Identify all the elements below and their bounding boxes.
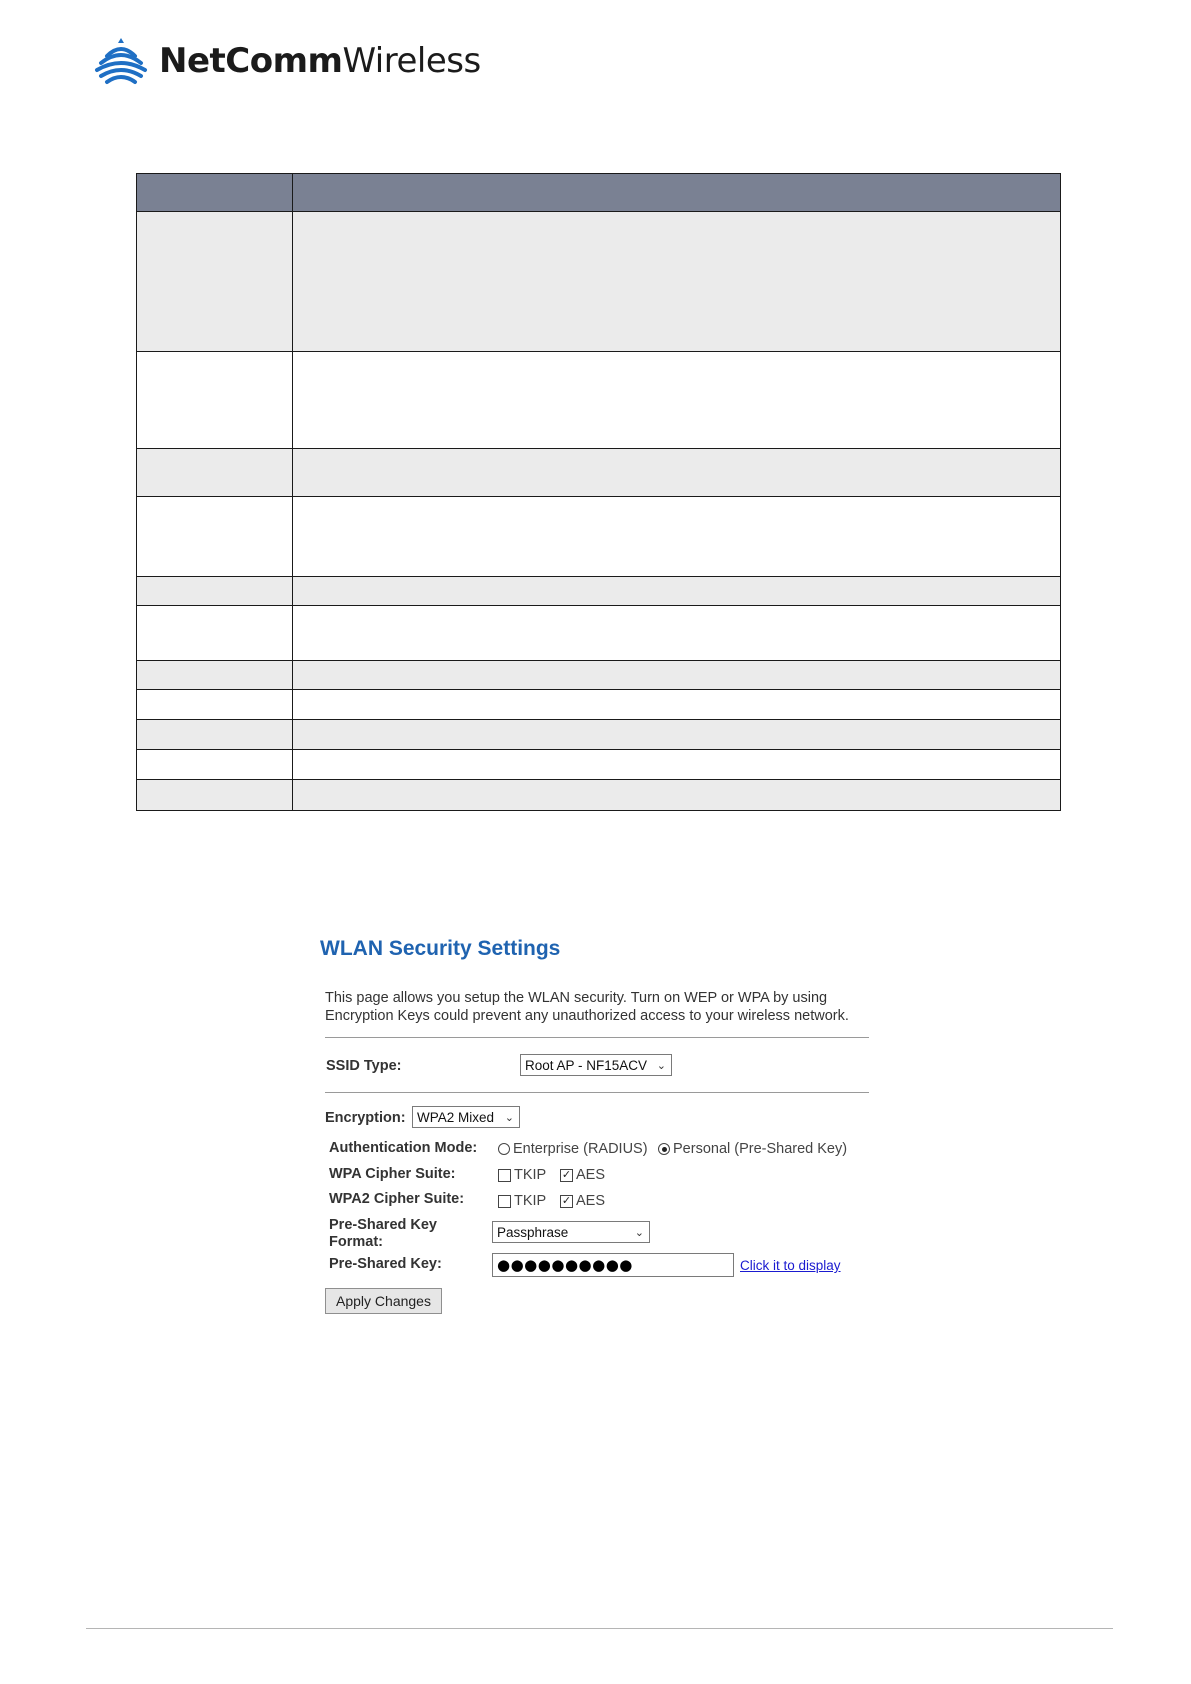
radio-on-icon[interactable] — [658, 1143, 670, 1155]
auth-enterprise-option[interactable]: Enterprise (RADIUS) — [498, 1141, 648, 1157]
psk-format-label-line2: Format: — [329, 1234, 383, 1250]
table-cell — [293, 780, 1061, 811]
table-cell — [293, 720, 1061, 750]
table-row — [137, 497, 1061, 577]
page-description: This page allows you setup the WLAN security. Turn on WEP or WPA by using Encryption Keys could prevent any unauthorized access to your wireless network. — [325, 990, 849, 1024]
wpa-cipher-label: WPA Cipher Suite: — [329, 1166, 456, 1182]
ssid-type-label: SSID Type: — [326, 1058, 402, 1074]
checkbox-checked-icon[interactable]: ✓ — [561, 1194, 572, 1207]
spec-table — [136, 173, 1061, 811]
table-cell — [137, 497, 293, 577]
divider — [325, 1037, 869, 1038]
table-cell — [137, 449, 293, 497]
table-row — [137, 661, 1061, 690]
encryption-label: Encryption: — [325, 1110, 406, 1126]
checkbox-unchecked-icon[interactable] — [498, 1195, 511, 1208]
chevron-down-icon: ⌄ — [634, 1227, 644, 1239]
table-row — [137, 449, 1061, 497]
ssid-type-select[interactable]: Root AP - NF15ACV ⌄ — [520, 1054, 672, 1076]
table-header-cell — [137, 174, 293, 212]
table-cell — [293, 497, 1061, 577]
table-row — [137, 720, 1061, 750]
footer-divider — [86, 1628, 1113, 1629]
table-cell — [293, 449, 1061, 497]
wpa2-aes-option[interactable]: ✓ AES — [561, 1193, 606, 1209]
psk-input[interactable]: ●●●●●●●●●● — [492, 1253, 734, 1277]
display-key-link[interactable]: Click it to display — [740, 1258, 841, 1273]
checkbox-checked-icon[interactable]: ✓ — [561, 1168, 572, 1181]
table-cell — [137, 750, 293, 780]
psk-format-select[interactable]: Passphrase ⌄ — [492, 1221, 650, 1243]
table-cell — [293, 577, 1061, 606]
table-cell — [137, 577, 293, 606]
table-cell — [137, 720, 293, 750]
apply-changes-button[interactable]: Apply Changes — [325, 1288, 442, 1314]
table-cell — [137, 212, 293, 352]
table-cell — [137, 352, 293, 449]
table-row — [137, 750, 1061, 780]
chevron-down-icon: ⌄ — [656, 1060, 666, 1072]
netcomm-logo — [93, 34, 481, 88]
psk-label: Pre-Shared Key: — [329, 1256, 442, 1272]
table-cell — [293, 690, 1061, 720]
wpa-tkip-option[interactable]: TKIP — [498, 1167, 546, 1183]
table-row — [137, 690, 1061, 720]
wifi-logo-icon — [93, 34, 149, 88]
wpa2-tkip-option[interactable]: TKIP — [498, 1193, 546, 1209]
table-row — [137, 606, 1061, 661]
table-cell — [137, 780, 293, 811]
table-cell — [293, 352, 1061, 449]
table-cell — [293, 661, 1061, 690]
page-title: WLAN Security Settings — [320, 937, 561, 960]
table-cell — [293, 750, 1061, 780]
table-row — [137, 212, 1061, 352]
table-cell — [137, 606, 293, 661]
divider — [325, 1092, 869, 1093]
logo-wordmark: NetCommWireless — [159, 41, 481, 81]
radio-off-icon[interactable] — [498, 1143, 510, 1155]
table-cell — [137, 661, 293, 690]
auth-personal-option[interactable]: Personal (Pre-Shared Key) — [658, 1141, 847, 1157]
encryption-select[interactable]: WPA2 Mixed ⌄ — [412, 1106, 520, 1128]
chevron-down-icon: ⌄ — [504, 1112, 514, 1124]
auth-mode-label: Authentication Mode: — [329, 1140, 478, 1156]
wpa-aes-option[interactable]: ✓ AES — [561, 1167, 606, 1183]
table-header-row — [137, 174, 1061, 212]
psk-format-label-line1: Pre-Shared Key — [329, 1217, 437, 1233]
wlan-security-panel — [320, 935, 872, 1309]
table-row — [137, 780, 1061, 811]
table-cell — [137, 690, 293, 720]
checkbox-unchecked-icon[interactable] — [498, 1169, 511, 1182]
table-cell — [293, 212, 1061, 352]
table-header-cell — [293, 174, 1061, 212]
table-row — [137, 577, 1061, 606]
wpa2-cipher-label: WPA2 Cipher Suite: — [329, 1191, 465, 1207]
table-row — [137, 352, 1061, 449]
table-cell — [293, 606, 1061, 661]
